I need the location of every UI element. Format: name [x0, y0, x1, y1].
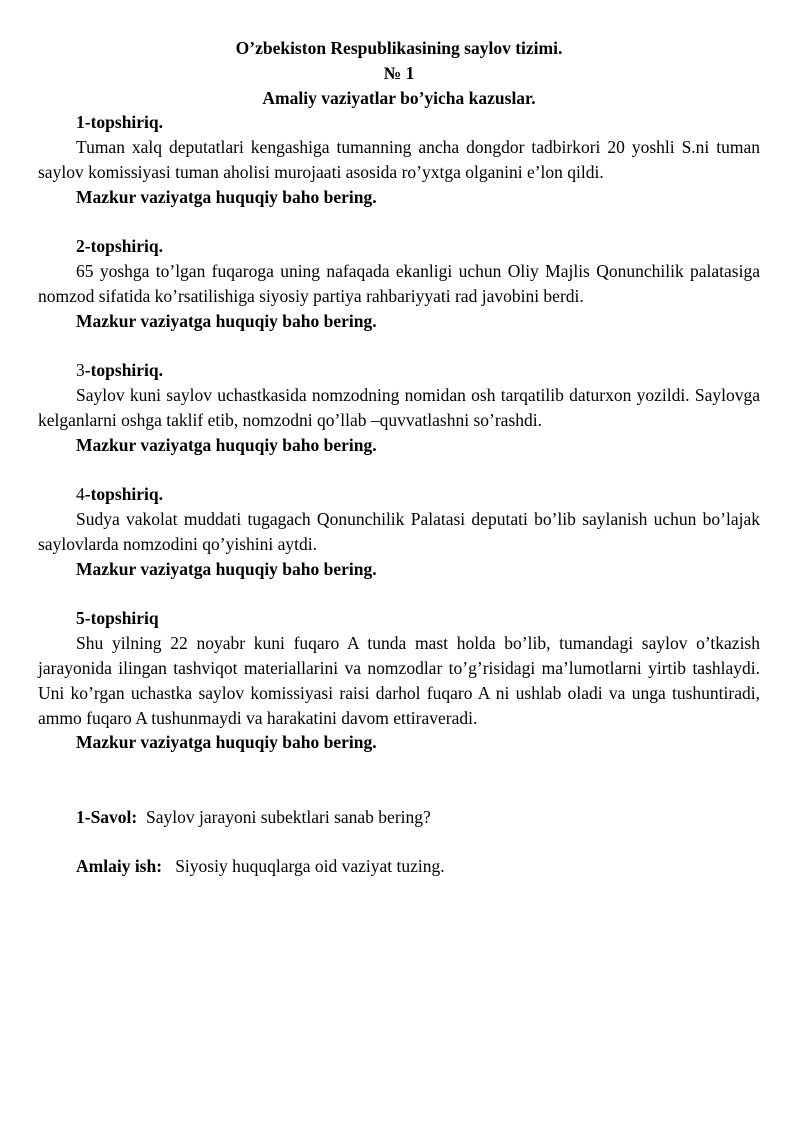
task-5 [38, 606, 760, 755]
task-heading [38, 234, 760, 259]
task-instruction: Mazkur vaziyatga huquqiy baho bering. [76, 186, 377, 207]
task-text: Tuman xalq deputatlari kengashiga tumanning ancha dongdor tadbirkori 20 yoshli S.ni tuman saylov komissiyasi tuman aholisi murojaati asosida ro’yxtga olganini e’lon qildi. [38, 137, 760, 182]
practical-line [38, 854, 760, 879]
task-heading-label: -topshiriq. [84, 360, 164, 381]
spacer [38, 210, 760, 235]
task-heading-label: 1-topshiriq. [76, 112, 164, 133]
task-instruction: Mazkur vaziyatga huquqiy baho bering. [76, 434, 377, 455]
question-text: Saylov jarayoni subektlari sanab bering? [146, 806, 431, 827]
document-title: O’zbekiston Respublikasining saylov tizimi. [235, 38, 563, 58]
spacer [38, 582, 760, 607]
spacer [38, 458, 760, 483]
task-1 [38, 110, 760, 209]
task-heading-number: 4 [76, 484, 85, 505]
task-2 [38, 234, 760, 333]
task-instruction: Mazkur vaziyatga huquqiy baho bering. [76, 310, 377, 331]
document-subtitle: Amaliy vaziyatlar bo’yicha kazuslar. [262, 87, 536, 108]
task-heading-number: 3 [76, 360, 85, 381]
question-label: 1-Savol: [76, 806, 138, 827]
task-heading-label: -topshiriq. [84, 484, 164, 505]
task-4 [38, 482, 760, 581]
task-instruction: Mazkur vaziyatga huquqiy baho bering. [76, 558, 377, 579]
task-3 [38, 358, 760, 457]
task-heading-label: 5-topshiriq [76, 608, 159, 629]
task-heading [38, 358, 760, 383]
practical-text: Siyosiy huquqlarga oid vaziyat tuzing. [175, 856, 445, 877]
task-heading-label: 2-topshiriq. [76, 236, 164, 257]
task-text: Shu yilning 22 noyabr kuni fuqaro A tunda mast holda bo’lib, tumandagi saylov o’tkazish jarayonida ilingan tashviqot materiallarini va nomzodlar to’g’risidagi ma’lumotlarni yirtib tashlaydi. Uni ko’rgan uchastka saylov komissiyasi raisi darhol fuqaro A ni ushlab oladi va unga tushuntiradi, ammo fuqaro A tushunmaydi va harakatini davom ettiraveradi. [38, 633, 760, 728]
practical-label: Amlaiy ish: [76, 856, 163, 877]
task-heading [38, 606, 760, 631]
task-heading [38, 110, 760, 135]
spacer [38, 755, 760, 805]
task-heading [38, 482, 760, 507]
document-body [38, 36, 760, 879]
task-text: Saylov kuni saylov uchastkasida nomzodning nomidan osh tarqatilib daturxon yozildi. Saylovga kelganlarni oshga taklif etib, nomzodni qo’llab –quvvatlashni so’rashdi. [38, 385, 760, 430]
question-line [38, 805, 760, 830]
task-text: Sudya vakolat muddati tugagach Qonunchilik Palatasi deputati bo’lib saylanish uchun bo’lajak saylovlarda nomzodini qo’yishini aytdi. [38, 509, 760, 554]
document-number: № 1 [383, 62, 415, 83]
task-text: 65 yoshga to’lgan fuqaroga uning nafaqada ekanligi uchun Oliy Majlis Qonunchilik palatasiga nomzod sifatida ko’rsatilishiga siyosiy partiya rahbariyyati rad javobini berdi. [38, 261, 760, 306]
spacer [38, 830, 760, 855]
task-instruction: Mazkur vaziyatga huquqiy baho bering. [76, 732, 377, 753]
spacer [38, 334, 760, 359]
